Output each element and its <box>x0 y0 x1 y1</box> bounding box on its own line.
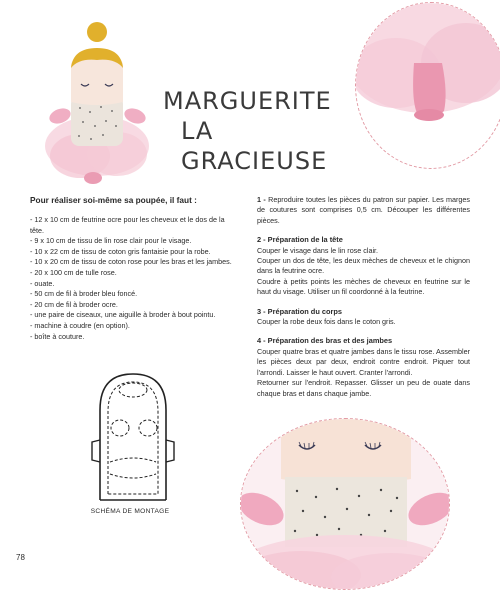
step-1-text: Reproduire toutes les pièces du patron sur papier. Les marges de coutures sont comprises 0,5 cm. Découper les différentes pièces. <box>257 195 470 225</box>
step-1 <box>257 195 470 226</box>
doll-face-closeup-photo <box>241 419 449 589</box>
step-3-heading: 3 - Préparation du corps <box>257 306 343 316</box>
list-item: - 10 x 22 cm de tissu de coton gris fantaisie pour la robe. <box>30 246 211 256</box>
step-2-line: Couper un dos de tête, les deux mèches de cheveux et le chignon dans la feutrine ocre. <box>257 256 470 276</box>
step-2-line: Coudre à petits points les mèches de cheveux en feutrine sur le haut du visage. Utiliser un fil coordonné à la feutrine. <box>257 276 470 297</box>
page-title <box>163 86 353 176</box>
list-item: - 10 x 20 cm de tissu de coton rose pour les bras et les jambes. <box>30 257 232 267</box>
materials-section <box>30 195 240 342</box>
list-item: - 50 cm de fil à broder bleu foncé. <box>30 289 138 299</box>
doll-photo <box>35 18 160 188</box>
list-item: - ouate. <box>30 278 55 288</box>
tulle-legs-photo <box>356 3 500 168</box>
title-line-1: MARGUERITE <box>163 87 332 115</box>
step-3-line: Couper la robe deux fois dans le coton gris. <box>257 317 396 327</box>
step-4-heading: 4 - Préparation des bras et des jambes <box>257 336 393 346</box>
tulle-legs-photo-frame <box>355 2 500 169</box>
list-item: - 20 x 100 cm de tulle rose. <box>30 267 117 277</box>
materials-heading: Pour réaliser soi-même sa poupée, il faut : <box>30 195 197 205</box>
list-item: - une paire de ciseaux, une aiguille à broder à bout pointu. <box>30 310 216 320</box>
materials-list <box>30 215 240 342</box>
list-item: - boîte à couture. <box>30 331 85 341</box>
list-item: - 9 x 10 cm de tissu de lin rose clair pour le visage. <box>30 236 192 246</box>
step-4-line: Couper quatre bras et quatre jambes dans le tissu rose. Assembler les pièces deux par deux, endroit contre endroit. Piquer tout l'arrondi. Laisser le haut ouvert. Cranter l'arrondi. <box>257 346 470 377</box>
step-4-line: Retourner sur l'endroit. Repasser. Glisser un peu de ouate dans chaque bras et dans chaque jambe. <box>257 378 470 398</box>
step-2-line: Couper le visage dans le lin rose clair. <box>257 245 379 255</box>
instructions-section <box>257 195 470 399</box>
diagram-caption: SCHÉMA DE MONTAGE <box>90 508 170 515</box>
step-2-heading: 2 - Préparation de la tête <box>257 235 343 245</box>
doll-face-closeup-frame <box>240 418 450 590</box>
page-number: 78 <box>16 553 25 562</box>
list-item: - 20 cm de fil à broder ocre. <box>30 299 118 309</box>
title-line-2: LA GRACIEUSE <box>181 117 328 175</box>
list-item: - 12 x 10 cm de feutrine ocre pour les cheveux et le dos de la tête. <box>30 215 225 235</box>
assembly-diagram <box>88 370 178 505</box>
list-item: - machine à coudre (en option). <box>30 320 130 330</box>
step-1-number: 1 - <box>257 195 269 204</box>
